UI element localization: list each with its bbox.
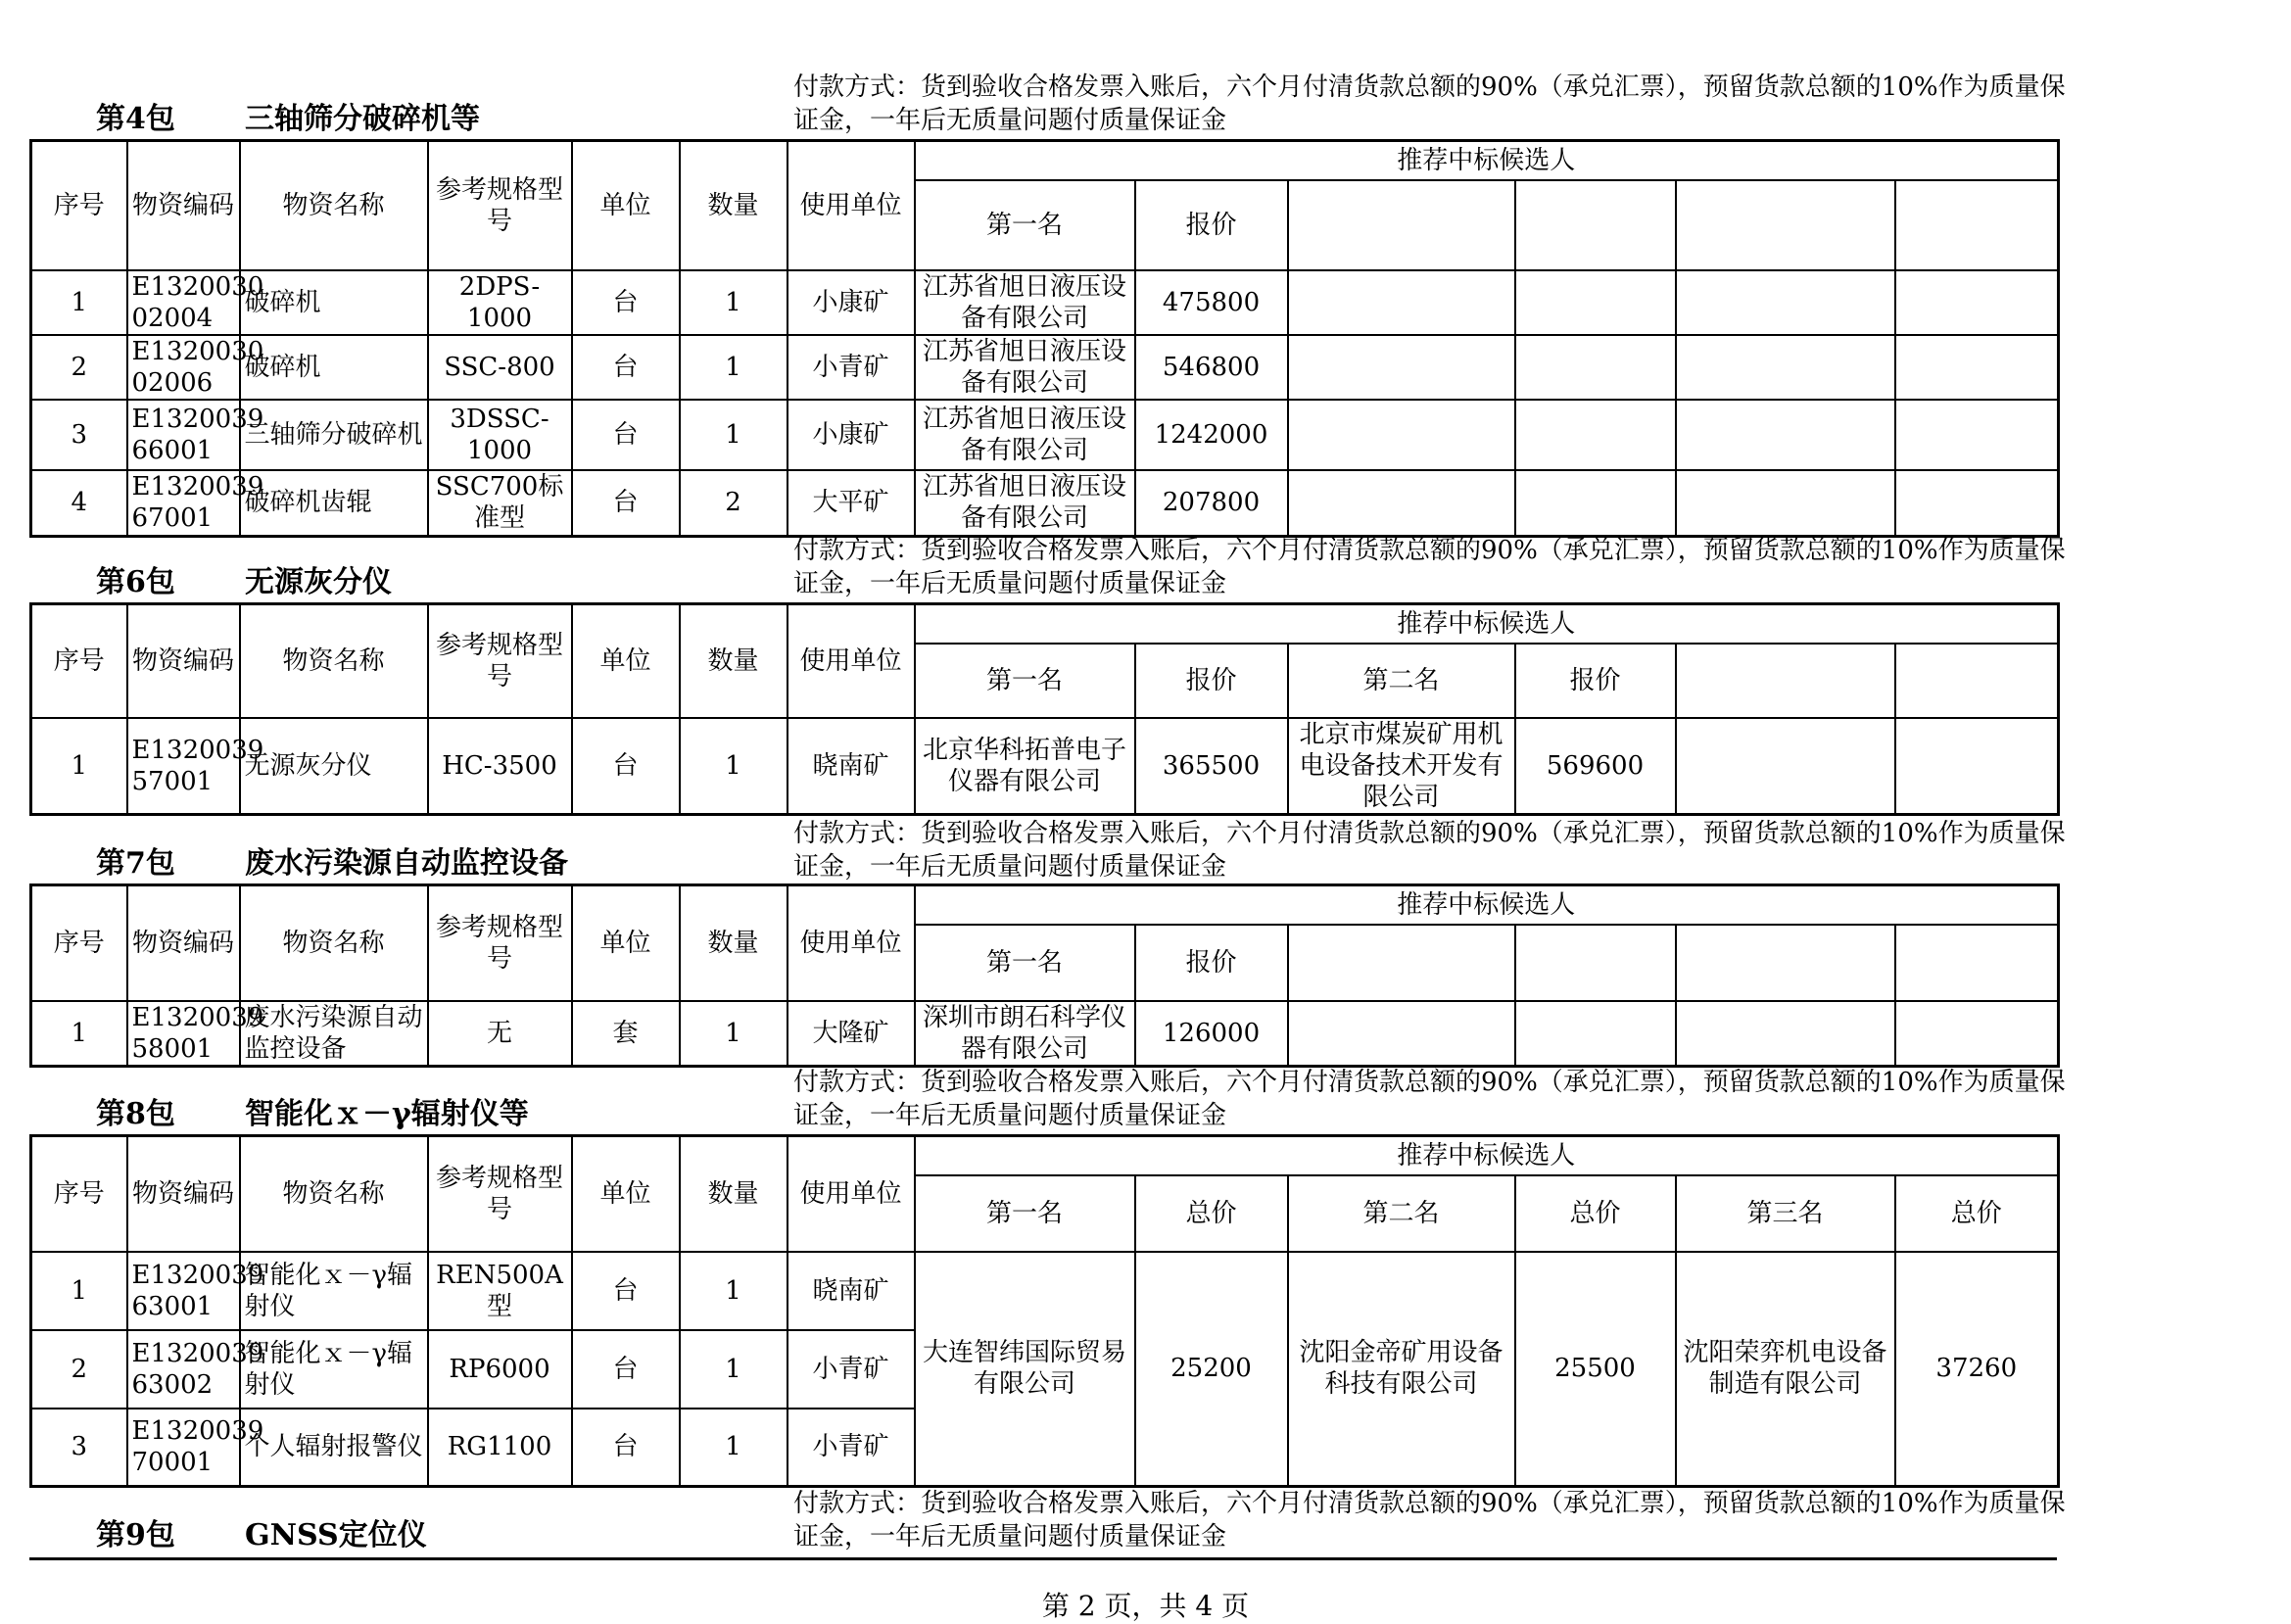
- header-spec: 参考规格型号: [428, 1136, 572, 1252]
- table-row: 2 E1320030 02006 破碎机 SSC-800 台 1 小青矿 江苏省旭日液压设备有限公司 546800: [31, 335, 2059, 400]
- header-seq: 序号: [31, 141, 127, 270]
- header-first: 第一名: [915, 925, 1135, 1001]
- package-6-table: [29, 602, 2060, 816]
- header-code: 物资编码: [127, 885, 240, 1001]
- package-9-section: [29, 1487, 2066, 1555]
- package-8-section: [29, 1066, 2066, 1488]
- package-8-header: [29, 1066, 2066, 1134]
- header-first: 第一名: [915, 180, 1135, 270]
- bidder-2: 沈阳金帝矿用设备科技有限公司: [1288, 1252, 1515, 1487]
- header-total: 总价: [1895, 1175, 2059, 1252]
- header-name: 物资名称: [240, 1136, 428, 1252]
- header-recommend: 推荐中标候选人: [915, 604, 2059, 644]
- total-2: 25500: [1515, 1252, 1676, 1487]
- bidder-3: 沈阳荣弈机电设备制造有限公司: [1676, 1252, 1895, 1487]
- header-name: 物资名称: [240, 604, 428, 718]
- total-1: 25200: [1135, 1252, 1288, 1487]
- package-name: GNSS定位仪: [245, 1518, 427, 1552]
- header-recommend: 推荐中标候选人: [915, 885, 2059, 925]
- payment-terms: 付款方式：货到验收合格发票入账后，六个月付清货款总额的90%（承兑汇票），预留货款总额的10%作为质量保证金，一年后无质量问题付质量保证金: [793, 536, 2066, 598]
- payment-terms: 付款方式：货到验收合格发票入账后，六个月付清货款总额的90%（承兑汇票），预留货款总额的10%作为质量保证金，一年后无质量问题付质量保证金: [793, 1489, 2066, 1552]
- header-qty: 数量: [680, 1136, 788, 1252]
- package-7-section: [29, 817, 2066, 1068]
- header-seq: 序号: [31, 885, 127, 1001]
- header-recommend: 推荐中标候选人: [915, 141, 2059, 180]
- package-7-table: [29, 884, 2060, 1068]
- package-number: 第4包: [96, 102, 175, 136]
- header-user: 使用单位: [788, 1136, 915, 1252]
- header-unit: 单位: [572, 885, 680, 1001]
- header-qty: 数量: [680, 885, 788, 1001]
- package-4-header: [29, 49, 2066, 139]
- header-spec: 参考规格型号: [428, 141, 572, 270]
- package-number: 第6包: [96, 565, 175, 599]
- header-total: 总价: [1515, 1175, 1676, 1252]
- header-price: 报价: [1135, 644, 1288, 718]
- package-8-table: [29, 1134, 2060, 1488]
- bidder-1: 大连智纬国际贸易有限公司: [915, 1252, 1135, 1487]
- header-user: 使用单位: [788, 604, 915, 718]
- package-name: 智能化ｘ－γ辐射仪等: [245, 1097, 529, 1131]
- payment-terms: 付款方式：货到验收合格发票入账后，六个月付清货款总额的90%（承兑汇票），预留货款总额的10%作为质量保证金，一年后无质量问题付质量保证金: [793, 1068, 2066, 1130]
- table-row: 1 E1320039 63001 智能化ｘ－γ辐射仪 REN500A型 台 1 晓南矿 大连智纬国际贸易有限公司 25200 沈阳金帝矿用设备科技有限公司 25500 沈阳荣弈机电设备制造有限公司 37260: [31, 1252, 2059, 1330]
- header-qty: 数量: [680, 604, 788, 718]
- package-9-header: [29, 1487, 2066, 1555]
- package-name: 三轴筛分破碎机等: [245, 102, 480, 136]
- header-spec: 参考规格型号: [428, 885, 572, 1001]
- header-user: 使用单位: [788, 141, 915, 270]
- table-row: 3 E1320039 66001 三轴筛分破碎机 3DSSC-1000 台 1 小康矿 江苏省旭日液压设备有限公司 1242000: [31, 400, 2059, 470]
- table-row: 1 E1320030 02004 破碎机 2DPS-1000 台 1 小康矿 江苏省旭日液压设备有限公司 475800: [31, 270, 2059, 335]
- package-name: 废水污染源自动监控设备: [245, 846, 568, 881]
- header-first: 第一名: [915, 1175, 1135, 1252]
- header-name: 物资名称: [240, 141, 428, 270]
- header-price: 报价: [1135, 180, 1288, 270]
- header-code: 物资编码: [127, 604, 240, 718]
- package-number: 第9包: [96, 1518, 175, 1552]
- package-number: 第7包: [96, 846, 175, 881]
- header-total: 总价: [1135, 1175, 1288, 1252]
- table-row: 1 E1320039 57001 无源灰分仪 HC-3500 台 1 晓南矿 北京华科拓普电子仪器有限公司 365500 北京市煤炭矿用机电设备技术开发有限公司 569600: [31, 718, 2059, 815]
- header-unit: 单位: [572, 604, 680, 718]
- header-second: 第二名: [1288, 644, 1515, 718]
- table-row: 2 E1320039 63002 智能化ｘ－γ辐射仪 RP6000 台 1 小青矿: [31, 1330, 2059, 1409]
- header-third: 第三名: [1676, 1175, 1895, 1252]
- header-code: 物资编码: [127, 141, 240, 270]
- header-name: 物资名称: [240, 885, 428, 1001]
- package-6-header: [29, 534, 2066, 602]
- package-6-section: [29, 534, 2066, 816]
- package-4-section: [29, 49, 2066, 538]
- header-seq: 序号: [31, 1136, 127, 1252]
- header-price: 报价: [1515, 644, 1676, 718]
- total-3: 37260: [1895, 1252, 2059, 1487]
- header-user: 使用单位: [788, 885, 915, 1001]
- package-number: 第8包: [96, 1097, 175, 1131]
- header-unit: 单位: [572, 141, 680, 270]
- header-spec: 参考规格型号: [428, 604, 572, 718]
- header-qty: 数量: [680, 141, 788, 270]
- header-price: 报价: [1135, 925, 1288, 1001]
- header-recommend: 推荐中标候选人: [915, 1136, 2059, 1175]
- payment-terms: 付款方式：货到验收合格发票入账后，六个月付清货款总额的90%（承兑汇票），预留货款总额的10%作为质量保证金，一年后无质量问题付质量保证金: [793, 72, 2066, 135]
- header-second: 第二名: [1288, 1175, 1515, 1252]
- header-first: 第一名: [915, 644, 1135, 718]
- package-name: 无源灰分仪: [245, 565, 392, 599]
- header-seq: 序号: [31, 604, 127, 718]
- package-7-header: [29, 817, 2066, 884]
- payment-terms: 付款方式：货到验收合格发票入账后，六个月付清货款总额的90%（承兑汇票），预留货款总额的10%作为质量保证金，一年后无质量问题付质量保证金: [793, 819, 2066, 882]
- divider: [29, 1557, 2057, 1560]
- table-row: 1 E1320039 58001 废水污染源自动监控设备 无 套 1 大隆矿 深圳市朗石科学仪器有限公司 126000: [31, 1001, 2059, 1067]
- header-unit: 单位: [572, 1136, 680, 1252]
- table-row: 4 E1320039 67001 破碎机齿辊 SSC700标准型 台 2 大平矿 江苏省旭日液压设备有限公司 207800: [31, 470, 2059, 537]
- table-row: 3 E1320039 70001 个人辐射报警仪 RG1100 台 1 小青矿: [31, 1409, 2059, 1487]
- header-code: 物资编码: [127, 1136, 240, 1252]
- package-4-table: [29, 139, 2060, 538]
- page-footer: 第 2 页，共 4 页: [1041, 1590, 1250, 1622]
